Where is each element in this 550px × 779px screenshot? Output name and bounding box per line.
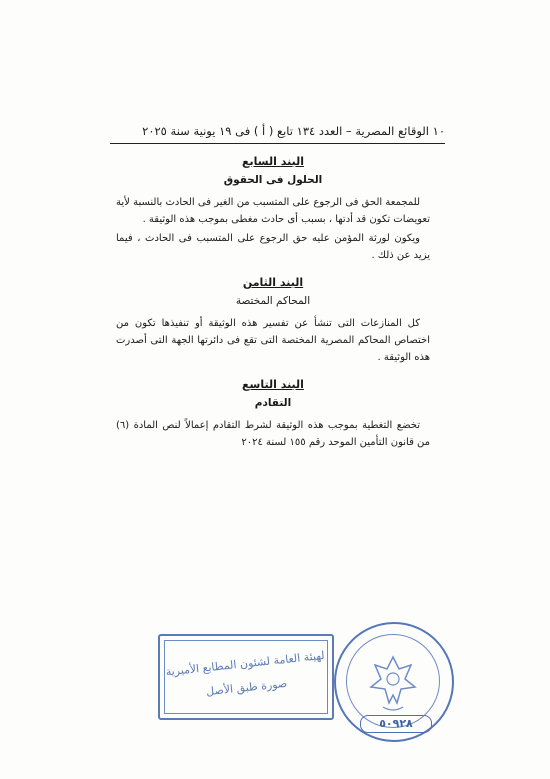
serial-number-stamp	[360, 715, 432, 733]
section-subtitle: الحلول فى الحقوق	[223, 174, 323, 186]
section-title: البند الثامن	[242, 276, 304, 289]
stamp-text-graphic	[165, 641, 325, 711]
document-body	[116, 155, 430, 453]
section-subtitle: المحاكم المختصة	[235, 295, 311, 307]
eagle-emblem-icon	[347, 635, 439, 727]
section-article-8	[116, 276, 430, 366]
paragraph: للمجمعة الحق فى الرجوع على المتسبب من الغير فى الحادث بالنسبة لأية تعويضات تكون قد أدتها ، بسبب أى حادث مغطى بموجب هذه الوثيقة .	[116, 197, 430, 225]
paragraph: ويكون لورثة المؤمن عليه حق الرجوع على المتسبب فى الحادث ، فيما يزيد عن ذلك .	[116, 233, 430, 261]
stamp-line-2: صورة طبق الأصل	[205, 676, 288, 699]
paragraph: تخضع التغطية بموجب هذه الوثيقة لشرط التقادم إعمالاً لنص المادة (٦) من قانون التأمين الموحد رقم ١٥٥ لسنة ٢٠٢٤	[116, 420, 430, 448]
section-title: البند السابع	[242, 155, 304, 168]
section-article-7	[116, 155, 430, 264]
paragraph: كل المنازعات التى تنشأ عن تفسير هذه الوثيقة أو تنفيذها تكون من اختصاص المحاكم المصرية المختصة التى تقع فى دائرتها الجهة التى أصدرت هذه الوثيقة .	[116, 318, 430, 363]
section-article-9	[116, 378, 430, 451]
stamp-line-1: الهيئة العامة لشئون المطابع الأميرية	[165, 648, 325, 679]
section-title: البند التاسع	[242, 378, 304, 391]
certified-copy-stamp	[158, 634, 334, 720]
page-header: ١٠ الوقائع المصرية – العدد ١٣٤ تابع ( أ ) فى ١٩ يونية سنة ٢٠٢٥	[142, 124, 445, 138]
section-subtitle: التقادم	[254, 397, 292, 409]
serial-number: ٥٠٩٢٨	[379, 717, 413, 730]
header-rule	[110, 143, 445, 144]
